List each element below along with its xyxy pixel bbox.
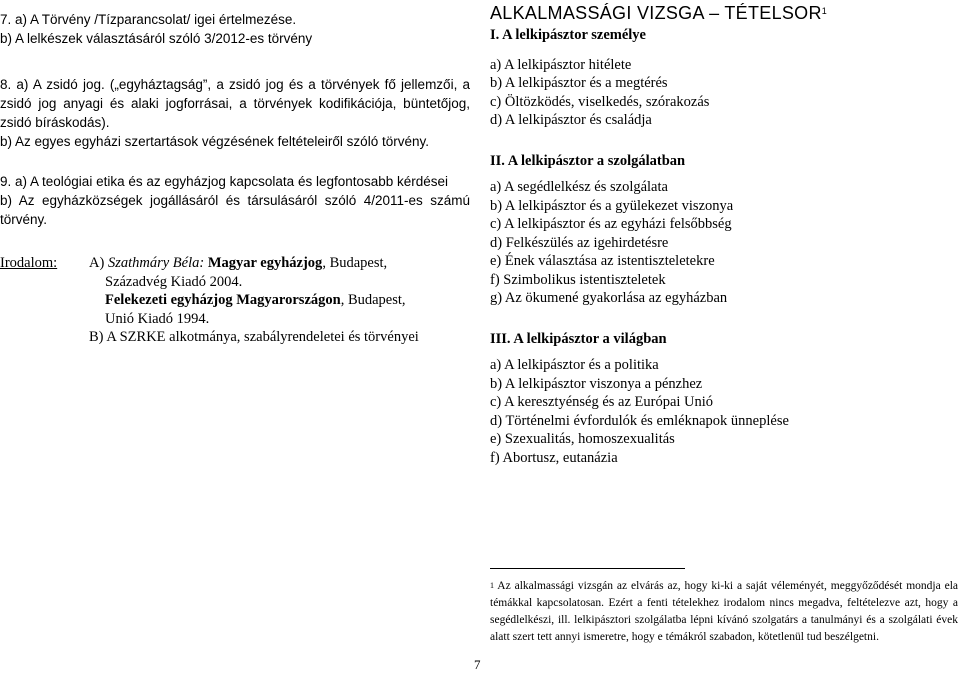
section-2-heading: II. A lelkipásztor a szolgálatban: [490, 152, 686, 169]
page-title: ALKALMASSÁGI VIZSGA – TÉTELSOR$^1$: [490, 3, 828, 23]
right-column: [490, 0, 960, 467]
section-3-item: c) A keresztyénség és az Európai Unió: [490, 394, 714, 410]
section-1-item: d) A lelkipásztor és családja: [490, 112, 652, 128]
footnote-marker: 1: [490, 581, 494, 590]
section-1-item: a) A lelkipásztor hitélete: [490, 56, 632, 73]
footnote-text: Az alkalmassági vizsgán az elvárás az, hogy ki-ki a saját véleményét, meggyőződését mondja ela témákkal kapcsolatosan. Ezért a fenti tételekhez irodalom nincs megadva, feltételezve azt, hogy a segédlelkészi, ill. lelkipásztori szolgálatba lépni kívánó szolgatárs a tanulmányi és a szolgálati évek alatt szert tett annyi ismeretre, hogy e témákról szabadon, kötetlenül tud beszélgetni.: [490, 580, 959, 643]
section-1-item: c) Öltözködés, viselkedés, szórakozás: [490, 93, 710, 110]
section-2-item: b) A lelkipásztor és a gyülekezet viszonya: [490, 197, 734, 214]
literature-entry-c: B) A SZRKE alkotmánya, szabályrendeletei és törvényei: [89, 329, 419, 345]
entry-b-place: , Budapest,: [340, 292, 406, 308]
left-column: [0, 10, 470, 347]
section-2-item: e) Ének választása az istentiszteletekre: [490, 253, 715, 269]
literature-entry-a: [89, 254, 470, 273]
entry-b-publisher: Unió Kiadó 1994.: [105, 310, 210, 327]
entry-a-prefix: A): [89, 255, 105, 271]
literature-label: Irodalom:: [0, 255, 58, 271]
item-8b: b) Az egyes egyházi szertartások végzésének feltételeiről szóló törvény.: [0, 134, 429, 149]
entry-a-title: Magyar egyházjog: [207, 255, 323, 271]
item-9b: b) Az egyházközségek jogállásáról és társulásáról szóló 4/2011-es számú törvény.: [0, 193, 470, 227]
section-3-item: e) Szexualitás, homoszexualitás: [490, 431, 675, 447]
item-7b: b) A lelkészek választásáról szóló 3/2012-es törvény: [0, 31, 313, 46]
section-3-heading: III. A lelkipásztor a világban: [490, 330, 667, 347]
literature-entry-b: [89, 291, 470, 310]
section-3-item: f) Abortusz, eutanázia: [490, 449, 618, 466]
section-2-item: f) Szimbolikus istentiszteletek: [490, 271, 666, 288]
section-1-item: b) A lelkipásztor és a megtérés: [490, 75, 668, 91]
entry-a-place: , Budapest,: [322, 255, 388, 271]
footnote-divider: [490, 568, 685, 569]
section-3-item: b) A lelkipásztor viszonya a pénzhez: [490, 375, 703, 392]
item-8a: 8. a) A zsidó jog. („egyháztagság”, a zsidó jog és a törvények fő jellemzői, a zsidó jog anyagi és alaki jogforrásai, a törvények kodifikációja, büntetőjog, zsidó bíráskodás).: [0, 77, 470, 130]
footnote-ref: 1: [821, 6, 828, 16]
item-7a: 7. a) A Törvény /Tízparancsolat/ igei értelmezése.: [0, 12, 297, 27]
footnote: [490, 578, 958, 646]
literature-block: [0, 254, 470, 347]
entry-a-publisher: Századvég Kiadó 2004.: [105, 273, 243, 290]
section-2-item: d) Felkészülés az igehirdetésre: [490, 234, 669, 251]
section-1-heading: I. A lelkipásztor személye: [490, 27, 646, 43]
section-3-item: d) Történelmi évfordulók és emléknapok ünneplése: [490, 412, 789, 429]
page-number: 7: [474, 657, 481, 672]
entry-a-author: Szathmáry Béla:: [107, 255, 205, 271]
section-3-item: a) A lelkipásztor és a politika: [490, 357, 659, 373]
section-2-item: c) A lelkipásztor és az egyházi felsőbbség: [490, 216, 732, 232]
literature-entries: [89, 254, 470, 347]
section-2-item: g) Az ökumené gyakorlása az egyházban: [490, 290, 728, 306]
item-9a: 9. a) A teológiai etika és az egyházjog kapcsolata és legfontosabb kérdései: [0, 174, 449, 189]
section-2-item: a) A segédlelkész és szolgálata: [490, 179, 668, 195]
entry-b-title: Felekezeti egyházjog Magyarországon: [105, 292, 341, 308]
